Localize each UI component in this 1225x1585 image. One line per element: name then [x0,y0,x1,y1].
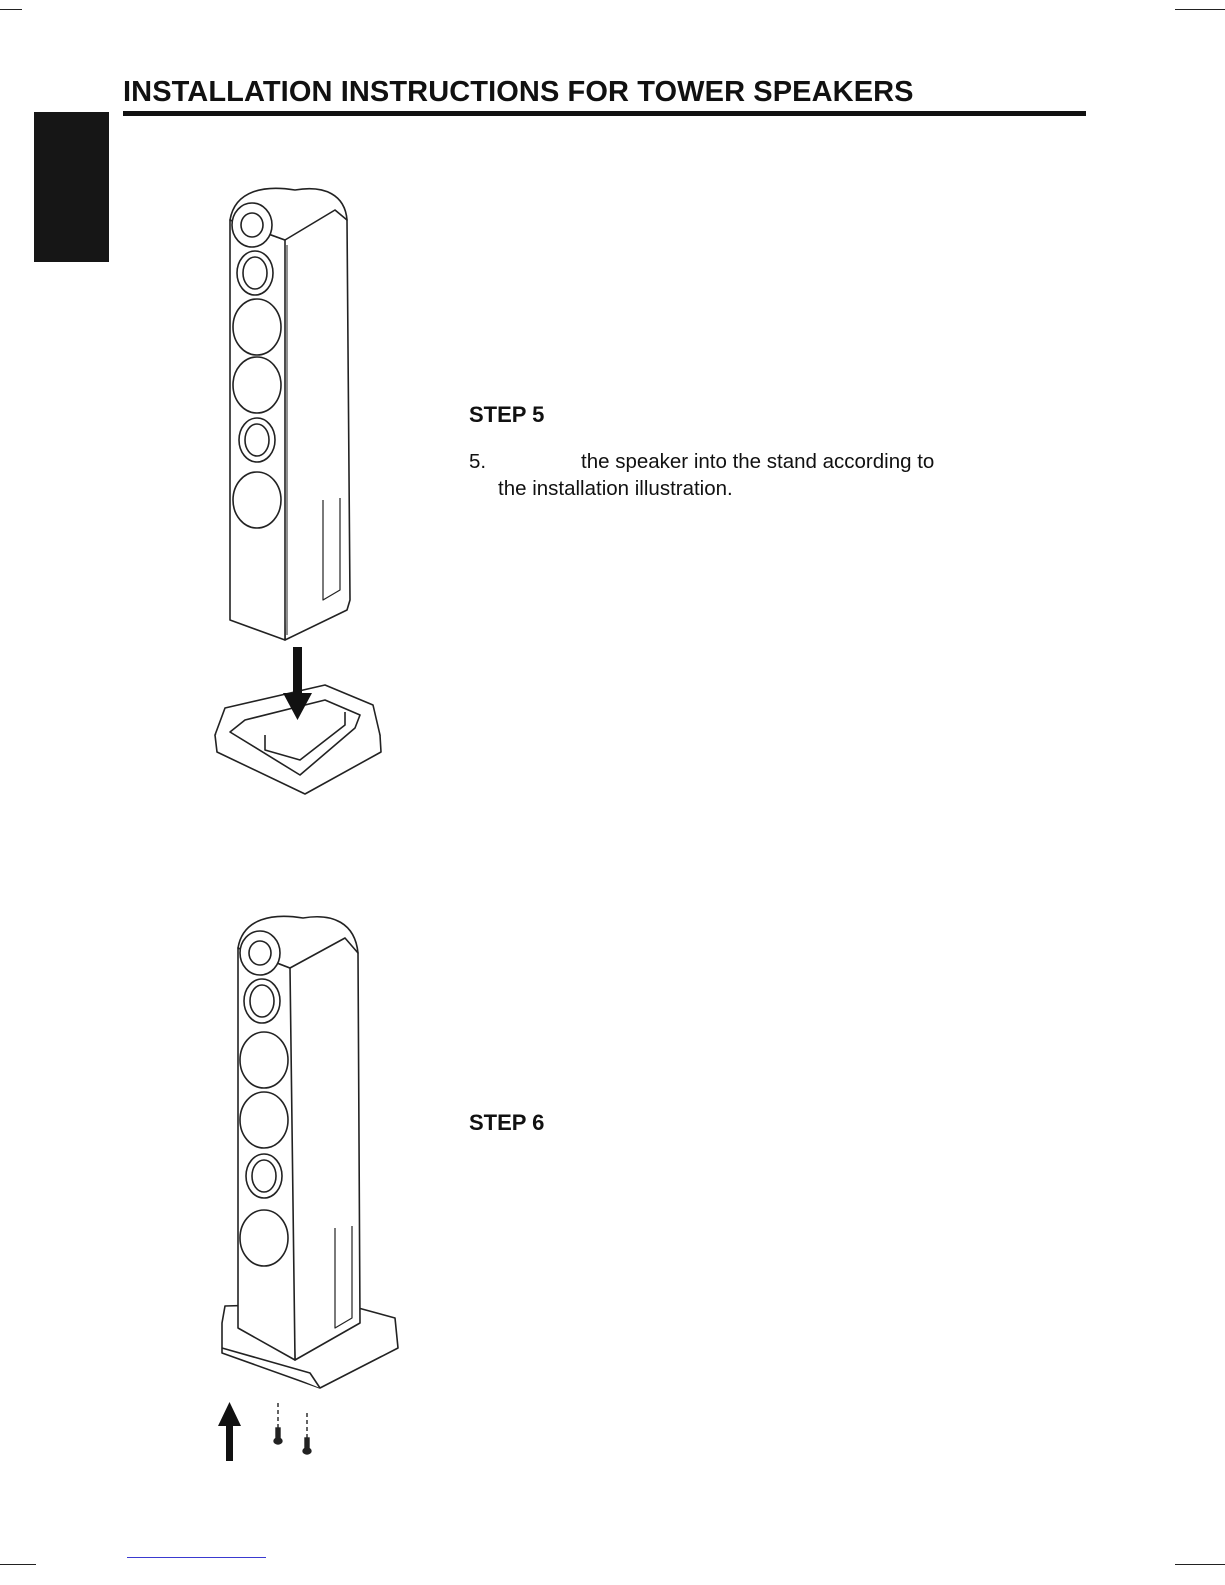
page-title: INSTALLATION INSTRUCTIONS FOR TOWER SPEAKERS [123,76,914,108]
title-underline [123,111,1086,116]
crop-mark-top-right [1175,9,1225,10]
crop-mark-top-left [0,9,22,10]
driver-5 [240,1210,288,1266]
crop-mark-bottom-right [1175,1564,1225,1565]
footer-link-underline[interactable] [127,1557,266,1558]
step5-line1: the speaker into the stand according to [581,450,935,473]
screw-direction-arrow [218,1402,241,1461]
step5-number: 5. [469,450,487,473]
step5-illustration [205,180,395,805]
driver-2 [233,299,281,355]
language-side-tab [34,112,109,262]
driver-3 [240,1092,288,1148]
screws [274,1403,311,1454]
step5-heading: STEP 5 [469,402,545,427]
step5-instruction [469,448,934,502]
step6-heading: STEP 6 [469,1110,545,1135]
step5-line2: the installation illustration. [498,477,733,500]
driver-5 [233,472,281,528]
driver-3 [233,357,281,413]
driver-2 [240,1032,288,1088]
crop-mark-bottom-left [0,1564,36,1565]
step6-illustration [210,908,410,1468]
